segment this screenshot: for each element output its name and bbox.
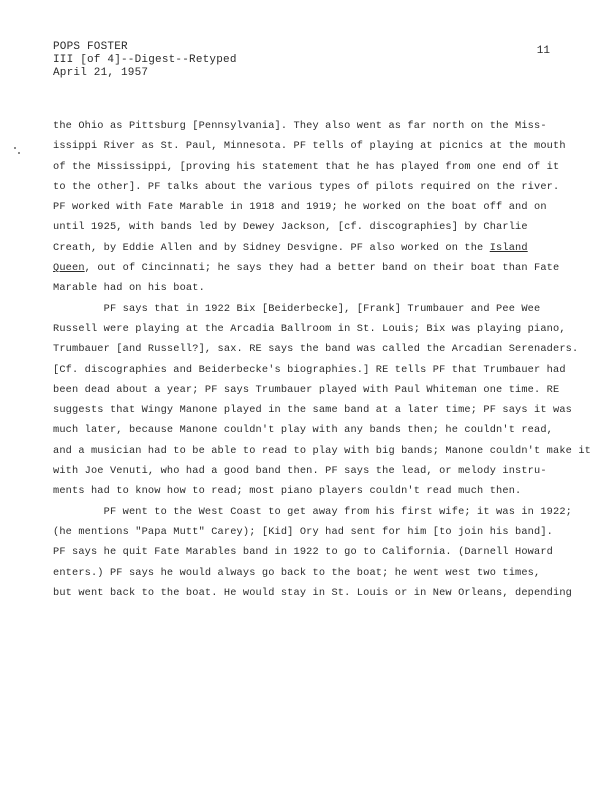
text-line — [53, 420, 563, 440]
text-line — [53, 319, 566, 339]
text-line — [53, 157, 563, 177]
document-header — [53, 41, 237, 80]
line-text: but went back to the boat. He would stay in St. Louis or in New Orleans, depending — [53, 586, 572, 599]
line-text: PF went to the West Coast to get away from his first wife; it was in 1922; — [53, 505, 572, 518]
boat-name-underlined: Island — [489, 241, 528, 254]
line-text: been dead about a year; PF says Trumbauer played with Paul Whiteman one time. RE — [53, 383, 560, 396]
line-text: much later, because Manone couldn't play with any bands then; he couldn't read, — [53, 424, 554, 437]
line-text: the Ohio as Pittsburg [Pennsylvania]. They also went as far north on the Miss- — [53, 120, 547, 132]
line-text: [Cf. discographies and Beiderbecke's biographies.] RE tells PF that Trumbauer had — [53, 363, 566, 376]
line-text: PF says he quit Fate Marables band in 1922 to go to California. (Darnell Howard — [53, 546, 554, 559]
header-name: POPS FOSTER — [53, 41, 128, 53]
line-text: to the other]. PF talks about the various types of pilots required on the river. — [53, 180, 560, 193]
line-text: issippi River as St. Paul, Minnesota. PF tells of playing at picnics at the mouth — [53, 140, 566, 153]
text-line — [53, 197, 563, 217]
text-line — [53, 441, 591, 461]
line-text: Trumbauer [and Russell?], sax. RE says the band was called the Arcadian Serenaders. — [53, 343, 579, 356]
text-line — [53, 339, 579, 359]
line-text: PF says that in 1922 Bix [Beiderbecke], [Frank] Trumbauer and Pee Wee — [53, 302, 541, 315]
text-line — [53, 116, 563, 136]
line-text: ments had to know how to read; most piano players couldn't read much then. — [53, 485, 522, 498]
line-text: Creath, by Eddie Allen and by Sidney Desvigne. PF also worked on the — [53, 241, 490, 254]
text-line — [53, 542, 563, 562]
text-line — [53, 278, 563, 298]
margin-speck — [18, 152, 20, 154]
line-text: , out of Cincinnati; he says they had a better band on their boat than Fate — [84, 262, 560, 275]
text-line — [53, 217, 563, 237]
text-line — [53, 522, 563, 542]
text-line — [53, 583, 572, 603]
line-text: with Joe Venuti, who had a good band then. PF says the lead, or melody instru- — [53, 465, 547, 478]
line-text: enters.) PF says he would always go back to the boat; he went west two times, — [53, 566, 541, 579]
line-text: Marable had on his boat. — [53, 282, 205, 295]
line-text: and a musician had to be able to read to play with big bands; Manone couldn't make it — [53, 444, 591, 457]
text-line — [53, 563, 563, 583]
header-date: April 21, 1957 — [53, 67, 149, 79]
text-line — [53, 299, 563, 319]
line-text: Russell were playing at the Arcadia Ballroom in St. Louis; Bix was playing piano, — [53, 322, 566, 335]
header-section: III [of 4]--Digest--Retyped — [53, 54, 237, 66]
text-line — [53, 360, 566, 380]
text-line — [53, 238, 563, 258]
boat-name-underlined: Queen — [53, 262, 85, 275]
text-line — [53, 481, 563, 501]
text-line — [53, 258, 563, 278]
text-line — [53, 177, 563, 197]
text-line — [53, 400, 572, 420]
text-line — [53, 136, 566, 156]
text-line — [53, 461, 563, 481]
text-line — [53, 502, 572, 522]
line-text: PF worked with Fate Marable in 1918 and 1919; he worked on the boat off and on — [53, 201, 547, 214]
line-text: (he mentions "Papa Mutt" Carey); [Kid] Ory had sent for him [to join his band]. — [53, 525, 554, 538]
margin-speck — [14, 147, 16, 149]
page-number: 11 — [536, 45, 550, 57]
line-text: until 1925, with bands led by Dewey Jackson, [cf. discographies] by Charlie — [53, 221, 528, 234]
text-line — [53, 380, 563, 400]
line-text: of the Mississippi, [proving his statement that he has played from one end of it — [53, 160, 560, 173]
transcript-body — [53, 116, 591, 603]
line-text: suggests that Wingy Manone played in the same band at a later time; PF says it was — [53, 404, 572, 417]
